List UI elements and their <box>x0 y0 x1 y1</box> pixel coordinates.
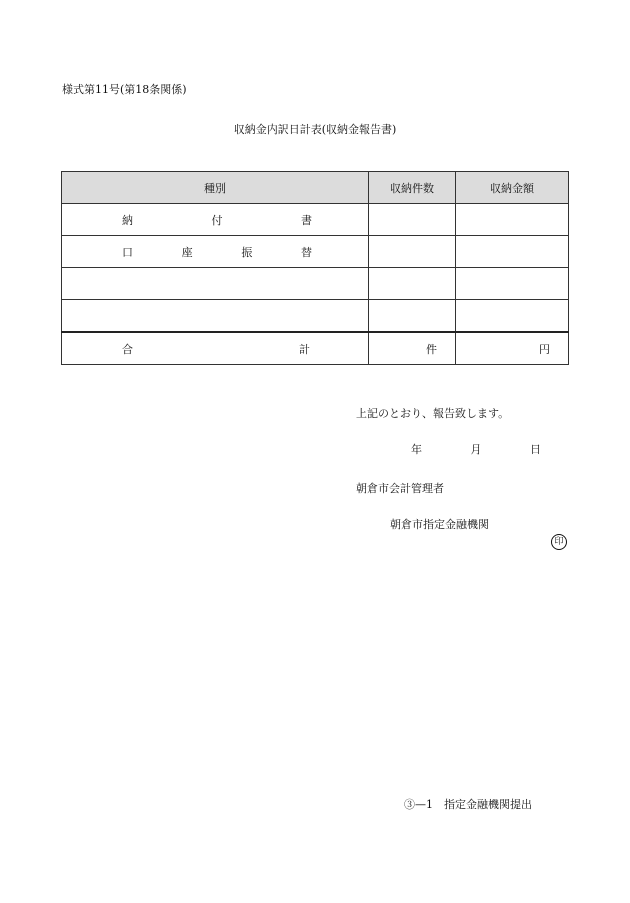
report-table <box>61 171 569 365</box>
row-label-char: 替 <box>300 245 312 259</box>
report-statement: 上記のとおり、報告致します。 <box>356 407 510 420</box>
bank-name: 朝倉市指定金融機関 <box>390 518 489 531</box>
seal-icon: 印 <box>551 534 567 550</box>
table-row <box>62 300 569 333</box>
total-count-cell[interactable] <box>369 332 456 365</box>
total-amount-cell[interactable] <box>456 332 569 365</box>
row-label-char: 書 <box>301 213 312 227</box>
row-label-char: 付 <box>211 213 223 227</box>
header-category: 種別 <box>62 172 369 204</box>
table-row <box>62 236 569 268</box>
footer-note: ③—1 指定金融機関提出 <box>404 798 532 811</box>
document-title: 収納金内訳日計表(収納金報告書) <box>233 123 397 136</box>
table-row <box>62 204 569 236</box>
amount-cell[interactable] <box>456 204 569 236</box>
amount-unit: 円 <box>539 342 550 356</box>
total-char: 計 <box>299 342 310 356</box>
count-cell[interactable] <box>369 300 456 333</box>
total-row <box>62 332 569 365</box>
amount-cell[interactable] <box>456 300 569 333</box>
row-label-char: 口 <box>122 245 133 259</box>
count-cell[interactable] <box>369 268 456 300</box>
treasurer-name: 朝倉市会計管理者 <box>356 482 444 495</box>
amount-cell[interactable] <box>456 268 569 300</box>
date-day: 日 <box>530 443 541 456</box>
count-cell[interactable] <box>369 204 456 236</box>
form-number-label: 様式第11号(第18条関係) <box>62 83 187 96</box>
total-char: 合 <box>122 342 133 356</box>
header-amount: 収納金額 <box>456 172 569 204</box>
count-unit: 件 <box>426 342 437 356</box>
count-cell[interactable] <box>369 236 456 268</box>
table-row <box>62 268 569 300</box>
row-label-nofusho <box>62 204 369 236</box>
row-label-char: 振 <box>241 245 253 259</box>
row-label-koza <box>62 236 369 268</box>
row-label-char: 座 <box>181 245 193 259</box>
date-year: 年 <box>411 443 422 456</box>
date-month: 月 <box>470 443 482 456</box>
header-count: 収納件数 <box>369 172 456 204</box>
row-label-char: 納 <box>122 213 133 227</box>
date-line <box>411 441 541 457</box>
blank-label-cell[interactable] <box>62 268 369 300</box>
table-header-row <box>62 172 569 204</box>
blank-label-cell[interactable] <box>62 300 369 333</box>
amount-cell[interactable] <box>456 236 569 268</box>
total-label <box>62 332 369 365</box>
